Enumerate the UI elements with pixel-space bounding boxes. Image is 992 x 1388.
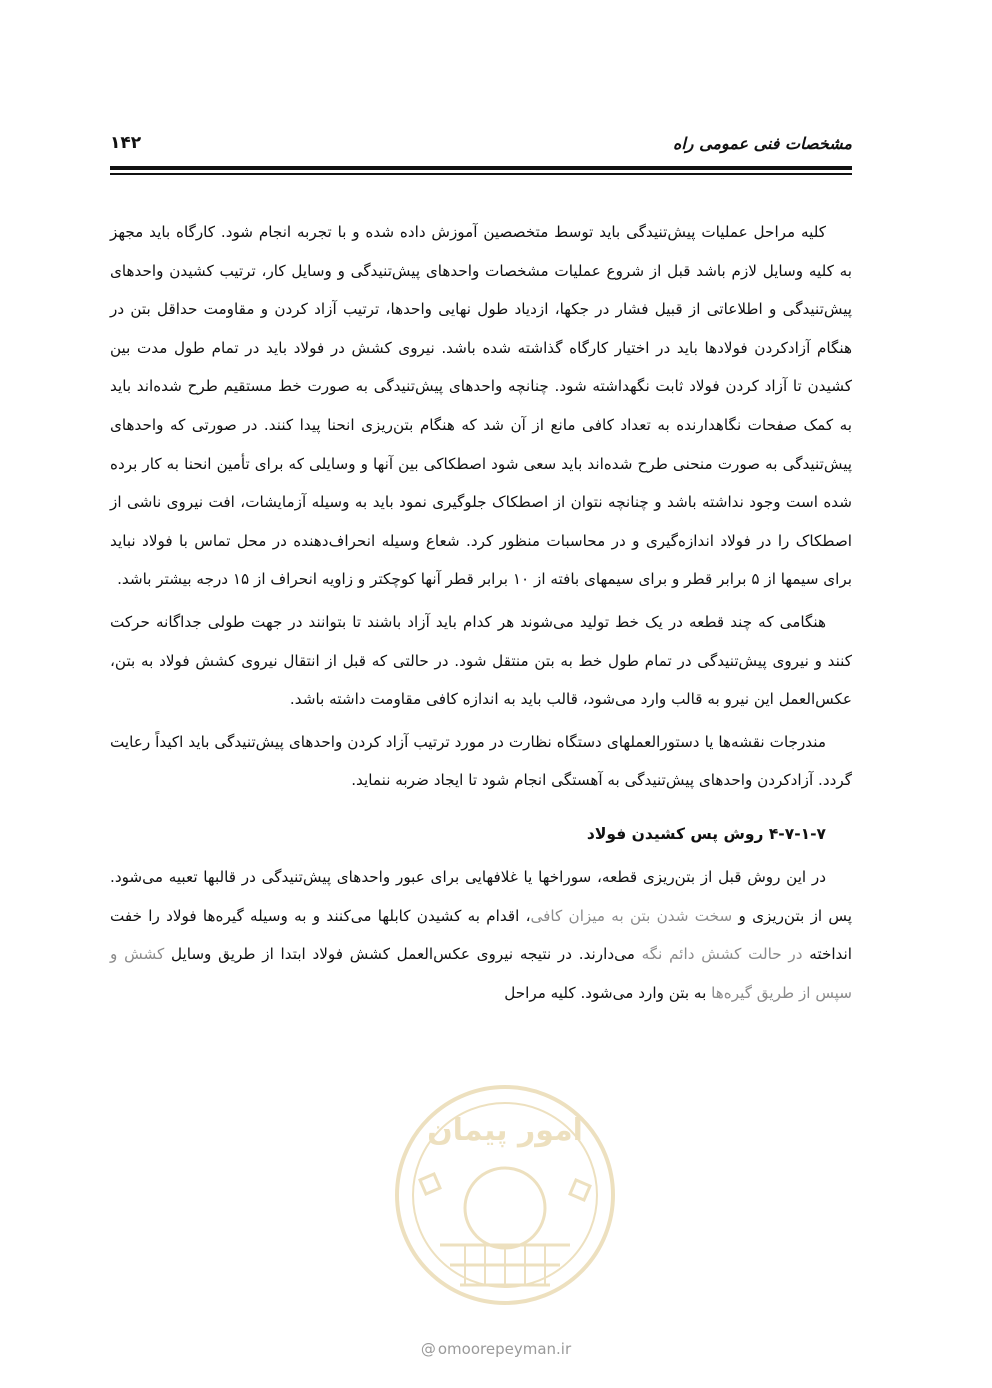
watermark-logo (380, 1070, 630, 1320)
paragraph-3: مندرجات نقشه‌ها یا دستورالعملهای دستگاه نظارت در مورد ترتیب آزاد کردن واحدهای پیش‌تنیدگی باید اکیداً رعایت گردد. آزادکردن واحدهای پیش‌تنیدگی به آهستگی انجام شود تا ایجاد ضربه ننماید. (110, 732, 852, 790)
paragraph-2: هنگامی که چند قطعه در یک خط تولید می‌شوند هر کدام باید آزاد باشند تا بتوانند در جهت طولی جداگانه حرکت کنند و نیروی پیش‌تنیدگی در تمام طول خط به بتن منتقل شود. در حالتی که قبل از انتقال نیروی کشش فولاد به بتن، عکس‌العمل این نیرو به قالب وارد می‌شود، قالب باید به اندازه کافی مقاومت داشته باشد. (110, 612, 852, 709)
page-number: ۱۴۲ (110, 133, 142, 153)
header-rule-thin (110, 173, 852, 175)
paragraph-4-part-3: می‌دارند. در نتیجه نیروی عکس‌العمل کشش فولاد ابتدا از طریق وسایل (164, 945, 642, 964)
paragraph-4-part-4: به بتن وارد می‌شود. کلیه مراحل (504, 983, 712, 1002)
body-text (110, 213, 852, 1016)
site-label (0, 1340, 992, 1358)
page-header (110, 128, 852, 158)
header-rule-thick (110, 166, 852, 170)
at-icon: @ (420, 1340, 436, 1358)
paragraph-4-part-1: در این روش قبل از بتن‌ریزی قطعه، سوراخها یا غلافهایی برای عبور واحدهای پیش‌تنیدگی در قالبها تعبیه می‌شود. پس از بتن‌ریزی و (110, 867, 853, 925)
running-title: مشخصات فنی عمومی راه (672, 133, 852, 153)
paragraph-1: کلیه مراحل عملیات پیش‌تنیدگی باید توسط متخصصین آموزش داده شده و با تجربه انجام شود. کارگاه باید مجهز به کلیه وسایل لازم باشد قبل از شروع عملیات مشخصات واحدهای پیش‌تنیدگی و وسایل کار، ترتیب کشیدن واحدهای پیش‌تنیدگی و اطلاعاتی از قبیل فشار در جکها، ازدیاد طول نهایی واحدها، ترتیب آزاد کردن و مقاومت حداقل بتن در هنگام آزادکردن فولادها باید در اختیار کارگاه گذاشته شده باشد. نیروی کشش در فولاد باید در تمام طول مدت بین کشیدن تا آزاد کردن فولاد ثابت نگهداشته شود. چنانچه واحدهای پیش‌تنیدگی به صورت خط مستقیم طرح شده‌اند باید به کمک صفحات نگاهدارنده به تعداد کافی مانع از آن شد که هنگام بتن‌ریزی انحنا پیدا کنند. در صورتی که واحدهای پیش‌تنیدگی به صورت منحنی طرح شده‌اند باید سعی شود اصطکاکی بین آنها و وسایلی که برای تأمین انحنا به کار برده شده است وجود نداشته باشد و چنانچه نتوان از اصطکاک جلوگیری نمود باید به وسیله آزمایشات، افت نیروی ناشی از اصطکاک را در فولاد اندازه‌گیری و در محاسبات منظور کرد. شعاع وسیله انحراف‌دهنده در محل تماس با فولاد نباید برای سیمها از ۵ برابر قطر و برای سیمهای بافته از ۱۰ برابر قطر آنها کوچکتر و زاویه انحراف از ۱۵ درجه بیشتر باشد. (110, 223, 852, 589)
paragraph-4 (110, 858, 852, 1012)
section-heading: ۴-۷-۱-۷ روش پس کشیدن فولاد (586, 824, 826, 843)
site-url: omoorepeyman.ir (437, 1340, 572, 1358)
paragraph-4-faded-3: کشش و سپس از طریق گیره‌ها (110, 945, 852, 1002)
watermark-label: امور پیمان (427, 1113, 583, 1148)
paragraph-4-faded-1: سخت شدن بتن به میزان کافی (530, 906, 733, 925)
paragraph-4-part-2: ، اقدام به کشیدن کابلها می‌کنند و به وسیله گیره‌ها فولاد را خفت انداخته (110, 906, 852, 964)
paragraph-4-faded-2: در حالت کشش دائم نگه (641, 945, 803, 964)
